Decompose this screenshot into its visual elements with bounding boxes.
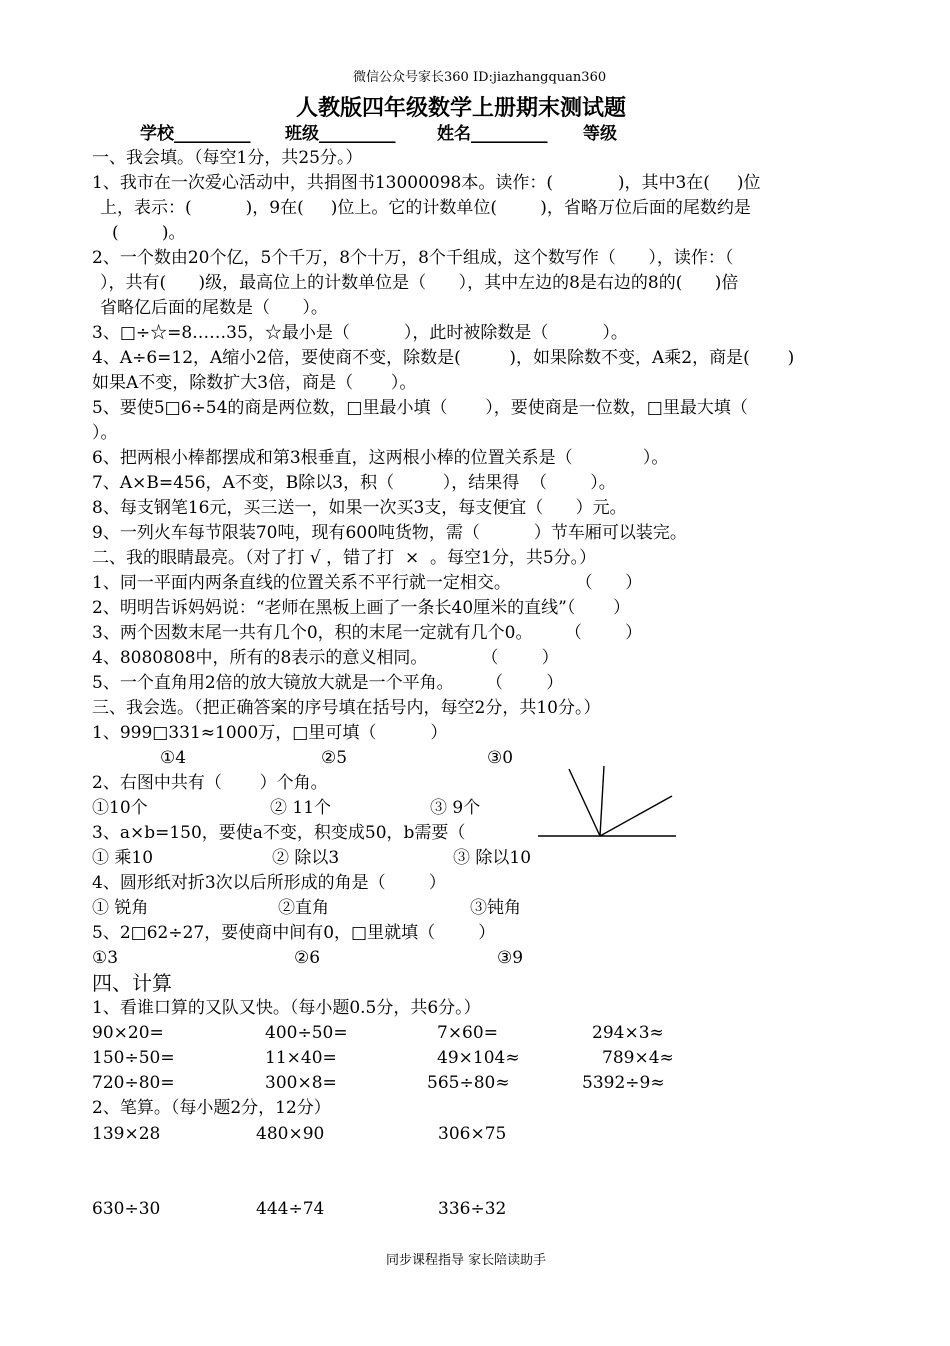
written-item: 306×75 [438, 1124, 507, 1144]
choice-option: ②5 [321, 748, 348, 768]
choice-option: ①10个 [92, 798, 148, 818]
page-title: 人教版四年级数学上册期末测试题 [296, 96, 627, 121]
oral-item: 294×3≈ [592, 1023, 664, 1043]
question-line: 2、明明告诉妈妈说：“老师在黑板上画了一条长40厘米的直线”（ ） [92, 598, 631, 618]
question-line: 4、8080808中，所有的8表示的意义相同。 （ ） [92, 648, 559, 668]
choice-option: ② 11个 [270, 798, 332, 818]
angle-figure [536, 766, 678, 842]
question-line: 2、右图中共有（ ）个角。 [92, 773, 328, 793]
page-header: 微信公众号家长360 ID:jiazhangquan360 [353, 70, 607, 85]
oral-item: 720÷80= [92, 1073, 175, 1093]
choice-option: ②6 [294, 948, 321, 968]
question-line: 1、999□331≈1000万，□里可填（ ） [92, 723, 448, 743]
oral-item: 49×104≈ [437, 1048, 520, 1068]
sub-heading: 1、看谁口算的又队又快。（每小题0.5分，共6分。） [92, 998, 481, 1018]
choice-option: ①3 [92, 948, 119, 968]
choice-option: ①4 [160, 748, 187, 768]
name-field: 姓名_________ [437, 124, 548, 144]
question-line: 5、2□62÷27，要使商中间有0，□里就填（ ） [92, 923, 496, 943]
written-item: 480×90 [256, 1124, 325, 1144]
choice-option: ③ 9个 [430, 798, 481, 818]
oral-item: 300×8= [265, 1073, 337, 1093]
question-line: 省略亿后面的尾数是（ ）。 [100, 298, 328, 318]
choice-option: ③0 [487, 748, 514, 768]
page-footer: 同步课程指导 家长陪读助手 [386, 1253, 547, 1268]
question-line: 7、A×B=456，A不变，B除以3，积（ ），结果得 （ ）。 [92, 473, 616, 493]
written-item: 336÷32 [438, 1199, 507, 1219]
school-field: 学校_________ [140, 124, 251, 144]
question-line: 3、a×b=150，要使a不变，积变成50，b需要（ [92, 823, 466, 843]
class-field: 班级_________ [285, 124, 396, 144]
oral-item: 789×4≈ [602, 1048, 674, 1068]
choice-option: ① 乘10 [92, 848, 154, 868]
question-line: ( )。 [112, 223, 186, 243]
oral-item: 11×40= [265, 1048, 337, 1068]
section-heading: 二、我的眼睛最亮。（对了打 √ ，错了打 × 。每空1分，共5分。） [92, 548, 597, 568]
question-line: 如果A不变，除数扩大3倍，商是（ ）。 [92, 373, 417, 393]
question-line: ），共有( )级，最高位上的计数单位是（ ），其中左边的8是右边的8的( )倍 [100, 273, 739, 293]
question-line: 2、一个数由20个亿，5个千万，8个十万，8个千组成，这个数写作（ ），读作：（ [92, 248, 734, 268]
section-heading: 一、我会填。（每空1分，共25分。） [92, 148, 363, 168]
oral-item: 7×60= [437, 1023, 498, 1043]
choice-option: ① 锐角 [92, 898, 149, 918]
question-line: 3、两个因数末尾一共有几个0，积的末尾一定就有几个0。 （ ） [92, 623, 643, 643]
grade-field: 等级 [583, 124, 617, 144]
question-line: 上，表示：( )，9在( )位上。它的计数单位( )，省略万位后面的尾数约是 [100, 198, 751, 218]
ray-up [600, 766, 604, 836]
oral-item: 400÷50= [265, 1023, 348, 1043]
question-line: 1、我市在一次爱心活动中，共捐图书13000098本。读作：( )，其中3在( )位 [92, 173, 761, 193]
oral-item: 150÷50= [92, 1048, 175, 1068]
choice-option: ③ 除以10 [453, 848, 532, 868]
choice-option: ②直角 [278, 898, 329, 918]
question-line: 8、每支钢笔16元，买三送一，如果一次买3支，每支便宜（ ）元。 [92, 498, 627, 518]
written-item: 444÷74 [256, 1199, 325, 1219]
section-heading: 四、计算 [92, 971, 172, 995]
choice-option: ③9 [497, 948, 524, 968]
ray-left [569, 769, 600, 836]
oral-item: 90×20= [92, 1023, 164, 1043]
section-heading: 三、我会选。（把正确答案的序号填在括号内，每空2分，共10分。） [92, 698, 601, 718]
question-line: 3、□÷☆=8……35，☆最小是（ ），此时被除数是（ ）。 [92, 323, 628, 343]
written-item: 139×28 [92, 1124, 161, 1144]
ray-right [600, 796, 672, 836]
oral-item: 565÷80≈ [427, 1073, 510, 1093]
question-line: 5、要使5□6÷54的商是两位数，□里最小填（ ），要使商是一位数，□里最大填（ [92, 398, 748, 418]
question-line: 4、圆形纸对折3次以后所形成的角是（ ） [92, 873, 446, 893]
question-line: 9、一列火车每节限装70吨，现有600吨货物，需（ ）节车厢可以装完。 [92, 523, 687, 543]
question-line: 4、A÷6=12，A缩小2倍，要使商不变，除数是( )，如果除数不变，A乘2，商是( ) [92, 348, 795, 368]
choice-option: ③钝角 [470, 898, 521, 918]
question-line: 6、把两根小棒都摆成和第3根垂直，这两根小棒的位置关系是（ ）。 [92, 448, 669, 468]
question-line: 5、一个直角用2倍的放大镜放大就是一个平角。 （ ） [92, 673, 564, 693]
question-line: ）。 [92, 423, 118, 443]
choice-option: ② 除以3 [272, 848, 340, 868]
question-line: 1、同一平面内两条直线的位置关系不平行就一定相交。 （ ） [92, 573, 643, 593]
oral-item: 5392÷9≈ [582, 1073, 665, 1093]
sub-heading: 2、笔算。（每小题2分，12分） [92, 1098, 331, 1118]
written-item: 630÷30 [92, 1199, 161, 1219]
